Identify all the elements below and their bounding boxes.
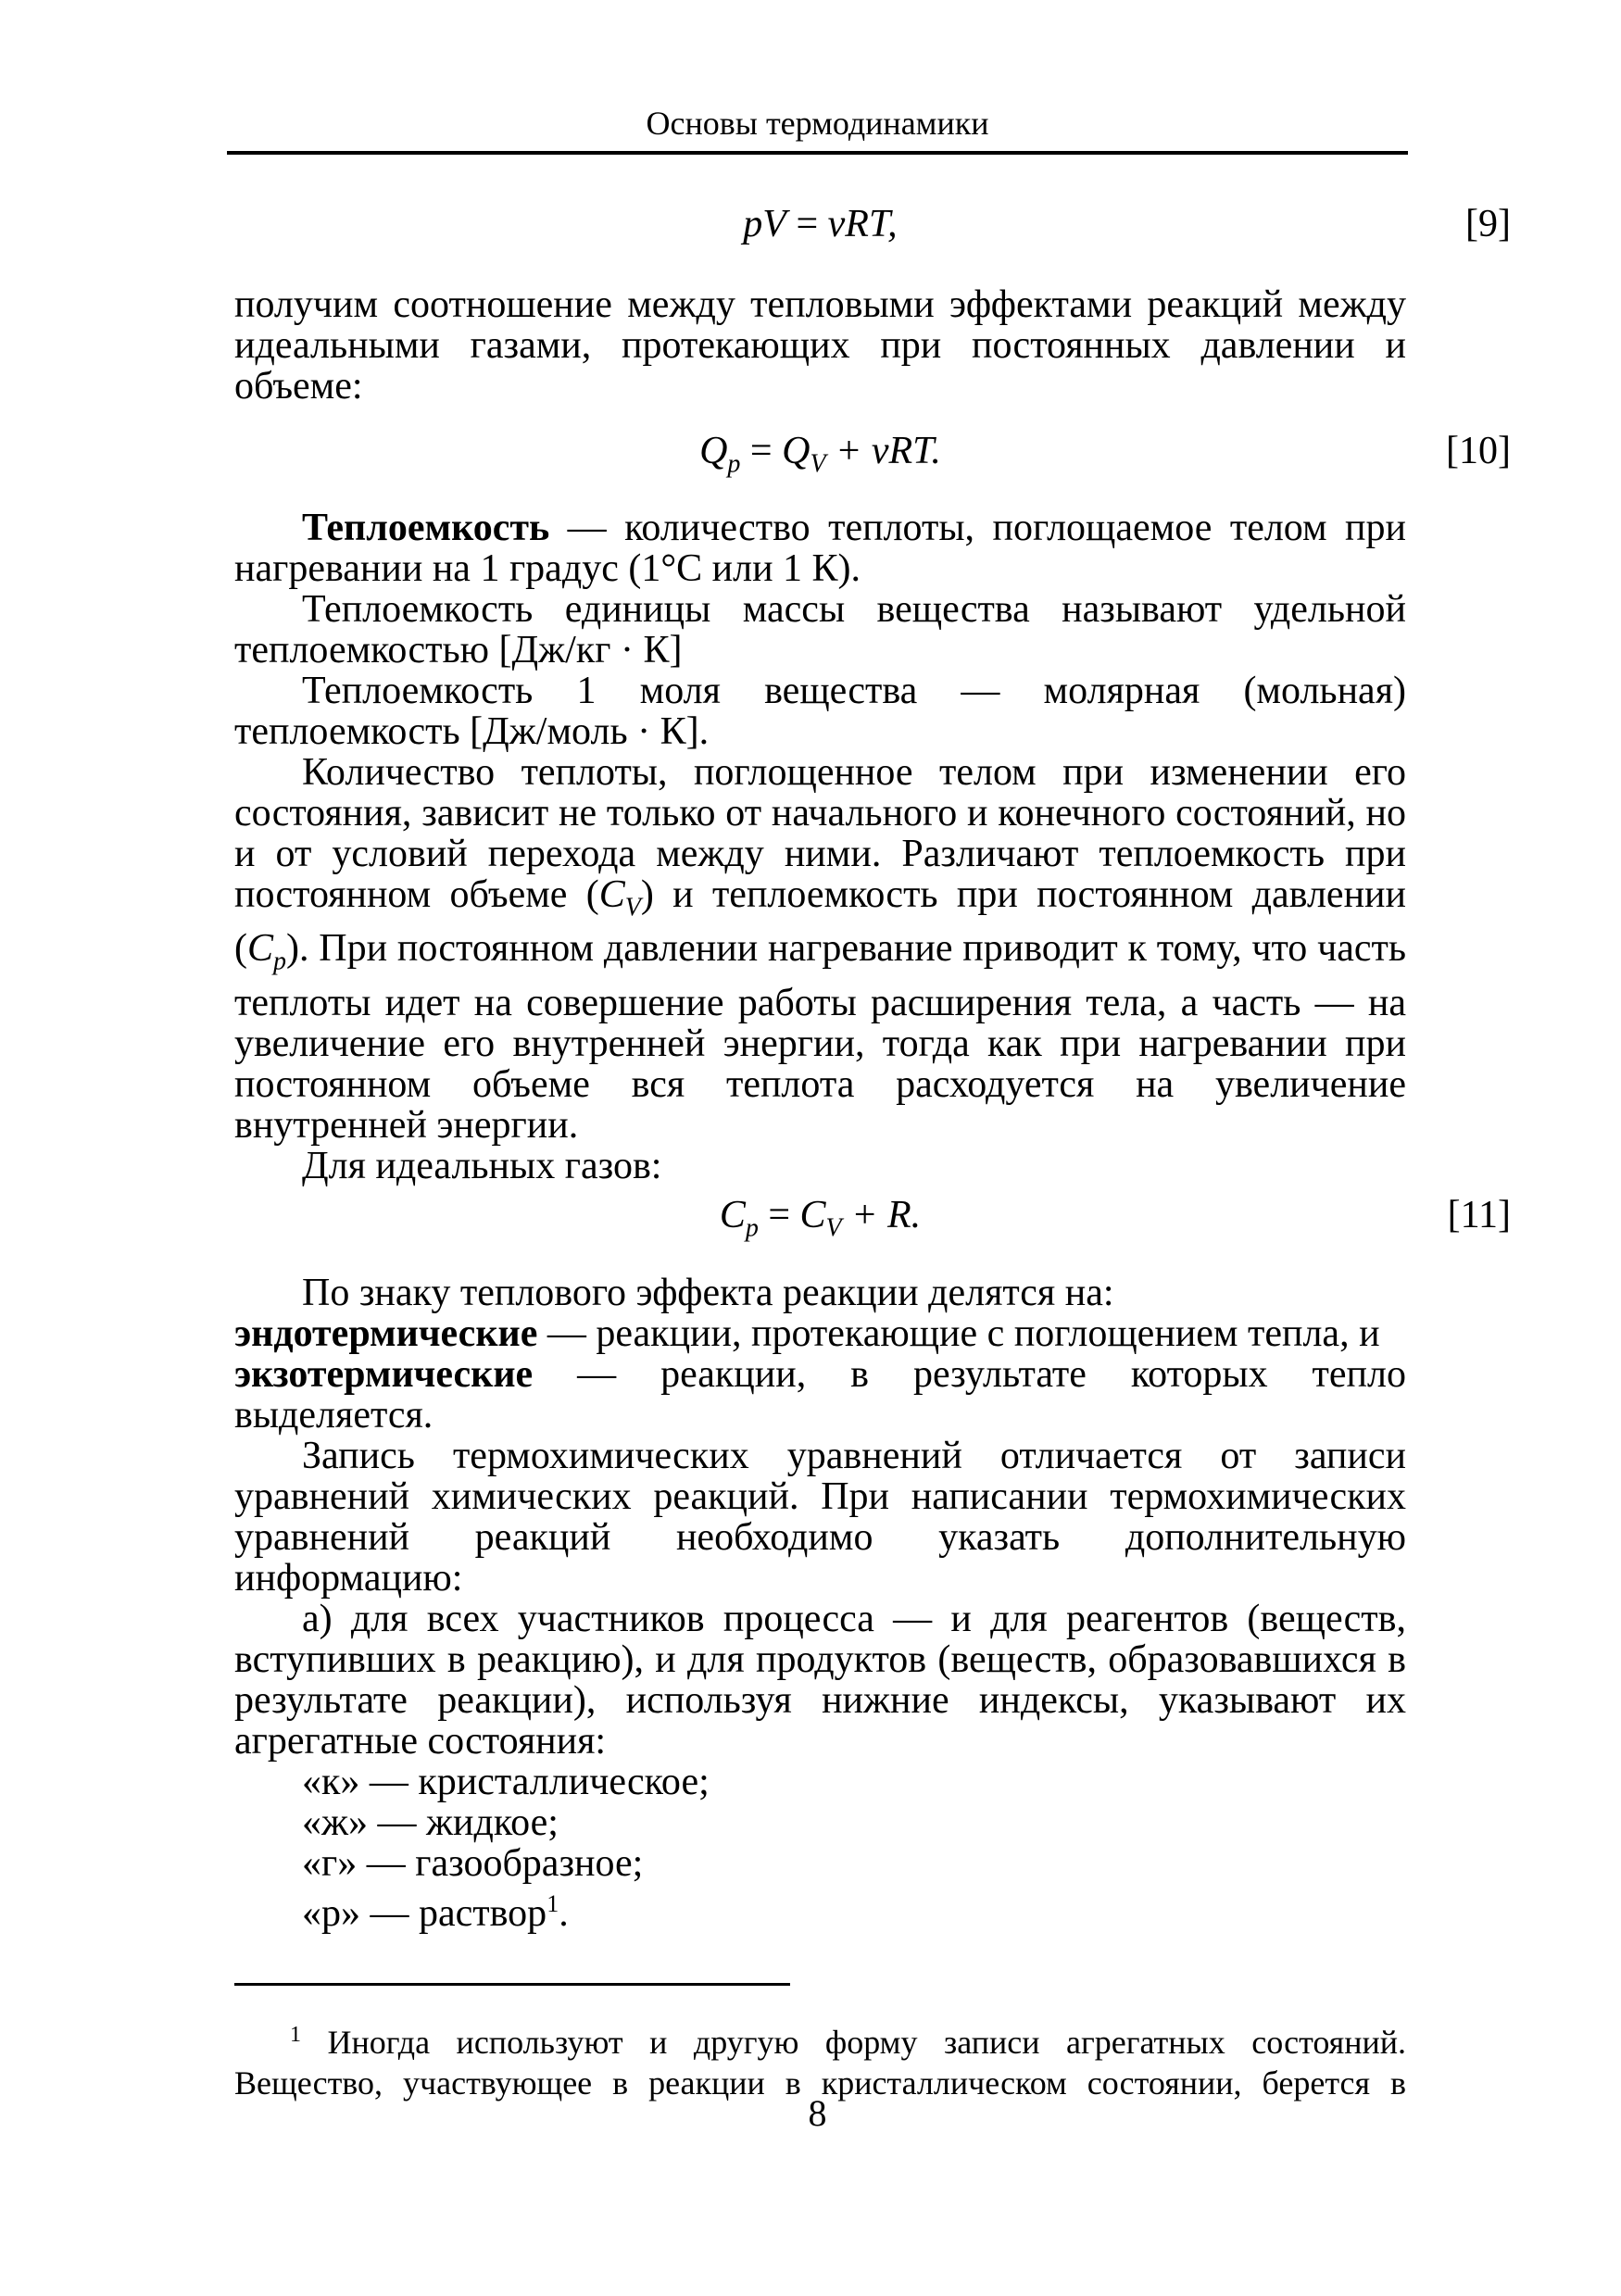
footnote-rule	[234, 1983, 790, 1986]
running-header: Основы термодинамики	[646, 105, 989, 142]
equation-9-number: [9]	[1465, 203, 1511, 245]
paragraph-specific-heat: Теплоемкость единицы массы вещества называют удельной теплоемкостью [Дж/кг · К]	[234, 588, 1406, 671]
heat-capacity-definition: — количество теплоты, поглощаемое телом при нагревании на 1 градус (1°С или 1 К).	[234, 507, 1406, 590]
footnote-line-2: Вещество, участвующее в реакции в кристаллическом состоянии, берется в	[234, 2064, 1406, 2102]
body-block-2	[234, 1273, 1406, 1934]
p5-part-a: Количество теплоты, поглощенное телом при изменении его состояния, зависит не только от начального и конечного состояний, но и от условий перехода между ними. Различают теплоемкость при постоянном объеме (	[234, 751, 1406, 916]
eq11-c: C	[719, 1194, 746, 1236]
term-heat-capacity: Теплоемкость	[302, 507, 550, 549]
page-number: 8	[808, 2092, 827, 2134]
equation-9	[234, 202, 1511, 248]
states-list	[234, 1762, 1406, 1934]
eq10-rest: + νRT.	[825, 430, 941, 472]
eq10-q-sub: p	[727, 449, 741, 479]
symbol-cp: C	[247, 927, 274, 971]
equation-9-formula	[234, 202, 1406, 246]
term-exothermic: экзотермические	[234, 1353, 534, 1396]
body-block-1	[234, 508, 1406, 1186]
equation-10-number: [10]	[1446, 430, 1511, 472]
footnote-line-1	[234, 2014, 1406, 2063]
list-item	[302, 1884, 1406, 1934]
list-item: «ж» — жидкое;	[302, 1801, 559, 1844]
eq9-rhs: νRT,	[827, 203, 898, 245]
paragraph-endothermic	[234, 1313, 1406, 1354]
p5-part-b: ) и теплоемкость при постоянном давлении (	[234, 873, 1406, 971]
paragraph-thermochemical: Запись термохимических уравнений отличается от записи уравнений химических реакций. При написании термохимических уравнений реакций необходимо указать дополнительную информацию:	[234, 1435, 1406, 1600]
eq11-c-sub: p	[745, 1213, 759, 1243]
eq9-lhs: pV	[743, 203, 786, 245]
eq11-op: =	[758, 1194, 800, 1236]
list-item-suffix: .	[559, 1892, 569, 1935]
footnote-text-1: Иногда используют и другую форму записи агрегатных состояний.	[327, 2024, 1406, 2061]
header-rule	[227, 151, 1408, 155]
footnote	[234, 2014, 1406, 2103]
eq10-qv-sub: V	[810, 449, 826, 479]
endothermic-definition: — реакции, протекающие с поглощением тепла, и	[537, 1312, 1380, 1355]
term-endothermic: эндотермические	[234, 1312, 538, 1355]
paragraph-ideal-gases: Для идеальных газов:	[302, 1144, 662, 1187]
eq11-rest: + R.	[841, 1194, 922, 1236]
paragraph-heat-capacity	[234, 508, 1406, 589]
list-item-text: «р» — раствор	[302, 1892, 547, 1935]
paragraph-1	[234, 284, 1406, 407]
paragraph-heat-quantity	[234, 752, 1406, 1146]
eq11-cv-sub: V	[825, 1213, 842, 1243]
footnote-reference: 1	[547, 1890, 559, 1917]
eq10-qv: Q	[782, 430, 810, 472]
p5-part-c: ). При постоянном давлении нагревание приводит к тому, что часть теплоты идет на совершение работы расширения тела, а часть — на увеличение его внутренней энергии, тогда как при нагревании при постоянном объеме вся теплота расходуется на увеличение внутренней энергии.	[234, 927, 1406, 1147]
list-item: «г» — газообразное;	[302, 1842, 644, 1885]
symbol-cv-sub: V	[624, 893, 641, 922]
equation-10	[234, 429, 1511, 479]
paragraph-thermal-effect: По знаку теплового эффекта реакции делятся на:	[302, 1272, 1114, 1314]
paragraph-molar-heat: Теплоемкость 1 моля вещества — молярная (мольная) теплоемкость [Дж/моль · К].	[234, 670, 1406, 753]
eq9-op: =	[785, 203, 828, 245]
equation-11-formula	[234, 1193, 1406, 1243]
symbol-cp-sub: p	[273, 947, 287, 976]
eq10-op: =	[740, 430, 783, 472]
exothermic-definition: — реакции, в результате которых тепло выделяется.	[234, 1353, 1406, 1437]
equation-11-number: [11]	[1447, 1194, 1511, 1236]
list-item: «к» — кристаллическое;	[302, 1761, 710, 1803]
symbol-cv: C	[598, 873, 625, 916]
footnote-mark: 1	[290, 2023, 301, 2047]
paragraph-exothermic	[234, 1354, 1406, 1436]
paragraph-aggregate-states: а) для всех участников процесса — и для реагентов (веществ, вступивших в реакцию), и для продуктов (веществ, образовавшихся в результате реакции), используя нижние индексы, указывают их агрегатные состояния:	[234, 1598, 1406, 1763]
paragraph-1-text: получим соотношение между тепловыми эффектами реакций между идеальными газами, протекающих при постоянных давлении и объеме:	[234, 283, 1406, 408]
equation-10-formula	[234, 429, 1406, 479]
equation-11	[234, 1193, 1511, 1243]
eq11-cv: C	[799, 1194, 826, 1236]
eq10-q: Q	[699, 430, 728, 472]
